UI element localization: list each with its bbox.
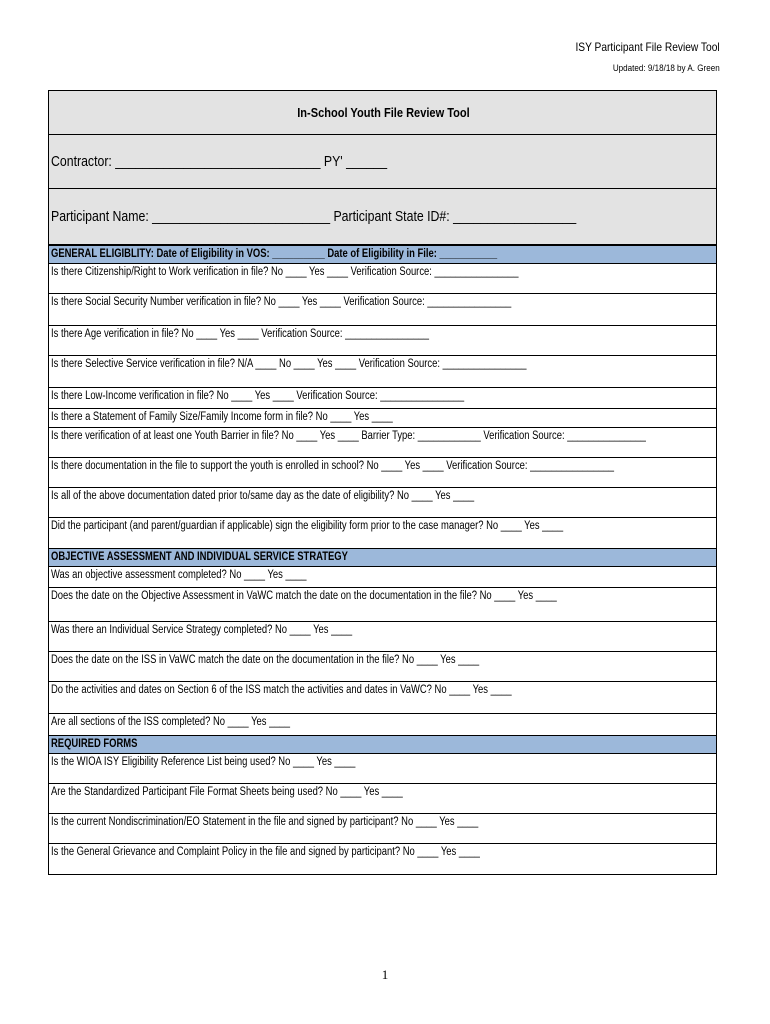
question-row[interactable]: Do the activities and dates on Section 6 of the ISS match the activities and dates in VaWC? No ____ Yes ____ — [49, 682, 716, 714]
question-row[interactable]: Is there Citizenship/Right to Work verification in file? No ____ Yes ____ Verification Source: ________________ — [49, 264, 716, 294]
question-row[interactable]: Is there verification of at least one Youth Barrier in file? No ____ Yes ____ Barrier Type: ____________ Verification Source: _______________ — [49, 428, 716, 458]
question-row[interactable]: Is all of the above documentation dated prior to/same day as the date of eligibility? No ____ Yes ____ — [49, 488, 716, 518]
page-number: 1 — [381, 967, 389, 982]
question-row[interactable]: Does the date on the Objective Assessment in VaWC match the date on the documentation in the file? No ____ Yes ____ — [49, 588, 716, 622]
question-row[interactable]: Was there an Individual Service Strategy completed? No ____ Yes ____ — [49, 622, 716, 652]
question-row[interactable]: Is there Social Security Number verification in file? No ____ Yes ____ Verification Source: ________________ — [49, 294, 716, 326]
question-row[interactable]: Is there Low-Income verification in file? No ____ Yes ____ Verification Source: ________________ — [49, 388, 716, 409]
question-row[interactable]: Did the participant (and parent/guardian if applicable) sign the eligibility form prior to the case manager? No ____ Yes ____ — [51, 520, 564, 532]
question-row[interactable]: Is there a Statement of Family Size/Family Income form in file? No ____ Yes ____ — [49, 409, 716, 428]
document-updated-note: Updated: 9/18/18 by A. Green — [613, 63, 720, 74]
question-row[interactable]: Is the General Grievance and Complaint Policy in the file and signed by participant? No ____ Yes ____ — [51, 846, 480, 858]
section-general-eligibility: GENERAL ELIGIBLITY: Date of Eligibility in VOS: __________ Date of Eligibility in File: ___________ — [49, 245, 716, 264]
section-objective-assessment: OBJECTIVE ASSESSMENT AND INDIVIDUAL SERVICE STRATEGY — [49, 548, 716, 567]
question-row[interactable]: Does the date on the ISS in VaWC match the date on the documentation in the file? No ____ Yes ____ — [49, 652, 716, 682]
form-title: In-School Youth File Review Tool — [49, 91, 716, 135]
document-header-title: ISY Participant File Review Tool — [575, 40, 720, 54]
participant-field[interactable]: Participant Name: __________________________ Participant State ID#: __________________ — [49, 189, 716, 245]
section-required-forms: REQUIRED FORMS — [49, 735, 716, 754]
review-form-table — [48, 90, 717, 875]
question-row[interactable]: Is there Selective Service verification in file? N/A ____ No ____ Yes ____ Verification Source: ________________ — [49, 356, 716, 388]
question-row[interactable]: Is the current Nondiscrimination/EO Statement in the file and signed by participant? No ____ Yes ____ — [49, 814, 716, 844]
question-row[interactable]: Is the WIOA ISY Eligibility Reference List being used? No ____ Yes ____ — [49, 754, 716, 784]
question-row[interactable]: Are all sections of the ISS completed? No ____ Yes ____ — [51, 716, 291, 728]
question-row[interactable]: Was an objective assessment completed? No ____ Yes ____ — [49, 567, 716, 588]
contractor-field[interactable]: Contractor: ______________________________ PY' ______ — [49, 135, 716, 189]
question-row[interactable]: Are the Standardized Participant File Format Sheets being used? No ____ Yes ____ — [49, 784, 716, 814]
question-row[interactable]: Is there documentation in the file to support the youth is enrolled in school? No ____ Yes ____ Verification Source: ________________ — [49, 458, 716, 488]
question-row[interactable]: Is there Age verification in file? No ____ Yes ____ Verification Source: ________________ — [49, 326, 716, 356]
